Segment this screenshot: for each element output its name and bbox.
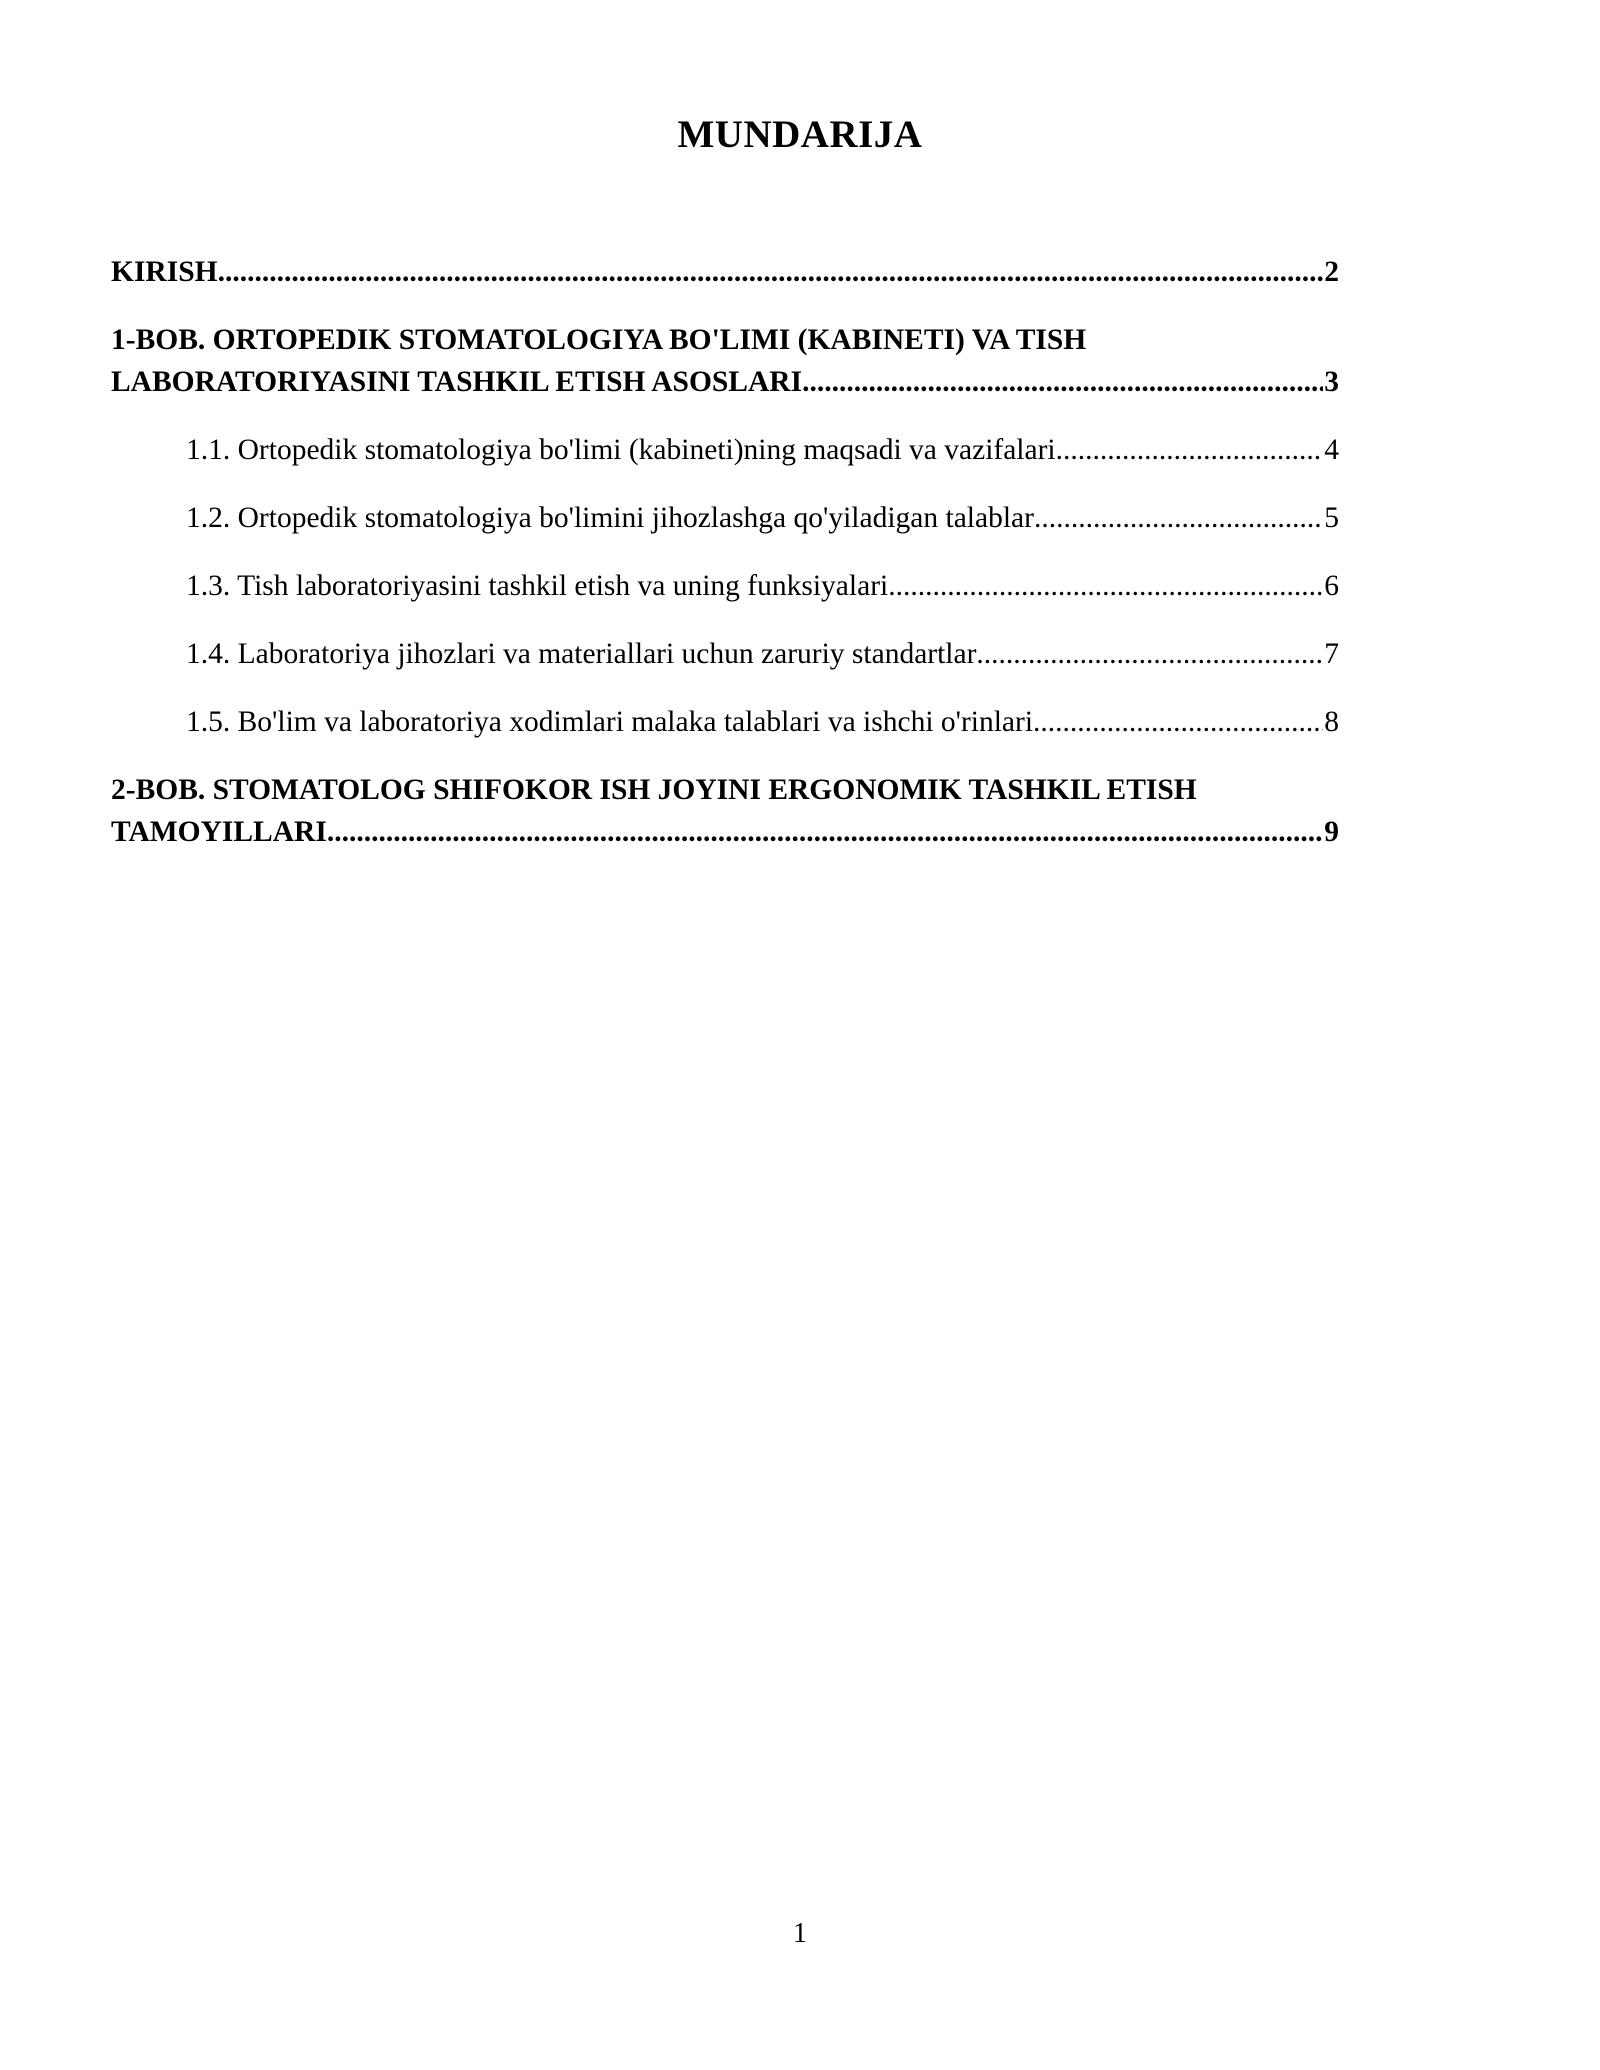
toc-entry-chapter-2[interactable] bbox=[111, 769, 1339, 853]
toc-page-number: 7 bbox=[1324, 638, 1339, 670]
toc-entry-section-1-5[interactable] bbox=[111, 701, 1339, 743]
toc-entry-label: 1.5. Bo'lim va laboratoriya xodimlari malaka talablari va ishchi o'rinlari bbox=[186, 706, 1034, 738]
dot-leader bbox=[888, 565, 1323, 607]
toc-entry-label-line-2: TAMOYILLARI bbox=[111, 816, 327, 848]
toc-entry-label: 1.4. Laboratoriya jihozlari va materiallari uchun zaruriy standartlar bbox=[186, 638, 977, 670]
toc-entry-label-line-1: 1-BOB. ORTOPEDIK STOMATOLOGIYA BO'LIMI (KABINETI) VA TISH bbox=[111, 324, 1087, 356]
dot-leader bbox=[327, 811, 1323, 853]
toc-page-number: 3 bbox=[1324, 366, 1339, 398]
dot-leader bbox=[802, 361, 1323, 403]
toc-entry-label: KIRISH bbox=[111, 256, 218, 288]
toc-page-number: 9 bbox=[1324, 816, 1339, 848]
dot-leader bbox=[1056, 429, 1324, 471]
toc-page-number: 5 bbox=[1324, 502, 1339, 534]
toc-entry-label-line-2: LABORATORIYASINI TASHKIL ETISH ASOSLARI bbox=[111, 366, 803, 398]
dot-leader bbox=[1034, 497, 1323, 539]
toc-entry-intro[interactable] bbox=[111, 251, 1339, 293]
toc-entry-label-line-1: 2-BOB. STOMATOLOG SHIFOKOR ISH JOYINI ERGONOMIK TASHKIL ETISH bbox=[111, 774, 1197, 806]
dot-leader bbox=[218, 251, 1324, 293]
toc-page-number: 6 bbox=[1324, 570, 1339, 602]
dot-leader bbox=[1033, 701, 1323, 743]
toc-entry-chapter-1[interactable] bbox=[111, 319, 1339, 403]
toc-entry-section-1-4[interactable] bbox=[111, 633, 1339, 675]
toc-page-number: 2 bbox=[1324, 256, 1339, 288]
toc-entry-section-1-3[interactable] bbox=[111, 565, 1339, 607]
toc-entry-section-1-1[interactable] bbox=[111, 429, 1339, 471]
toc-entry-section-1-2[interactable] bbox=[111, 497, 1339, 539]
toc-entry-label: 1.3. Tish laboratoriyasini tashkil etish va uning funksiyalari bbox=[186, 570, 889, 602]
toc-page-number: 8 bbox=[1324, 706, 1339, 738]
toc-page-number: 4 bbox=[1324, 434, 1339, 466]
table-of-contents bbox=[111, 251, 1339, 853]
page-number-footer: 1 bbox=[793, 1918, 807, 1949]
toc-entry-label: 1.1. Ortopedik stomatologiya bo'limi (kabineti)ning maqsadi va vazifalari bbox=[186, 434, 1056, 466]
dot-leader bbox=[976, 633, 1323, 675]
toc-entry-label: 1.2. Ortopedik stomatologiya bo'limini jihozlashga qo'yiladigan talablar bbox=[186, 502, 1034, 534]
page-title: MUNDARIJA bbox=[677, 113, 923, 156]
